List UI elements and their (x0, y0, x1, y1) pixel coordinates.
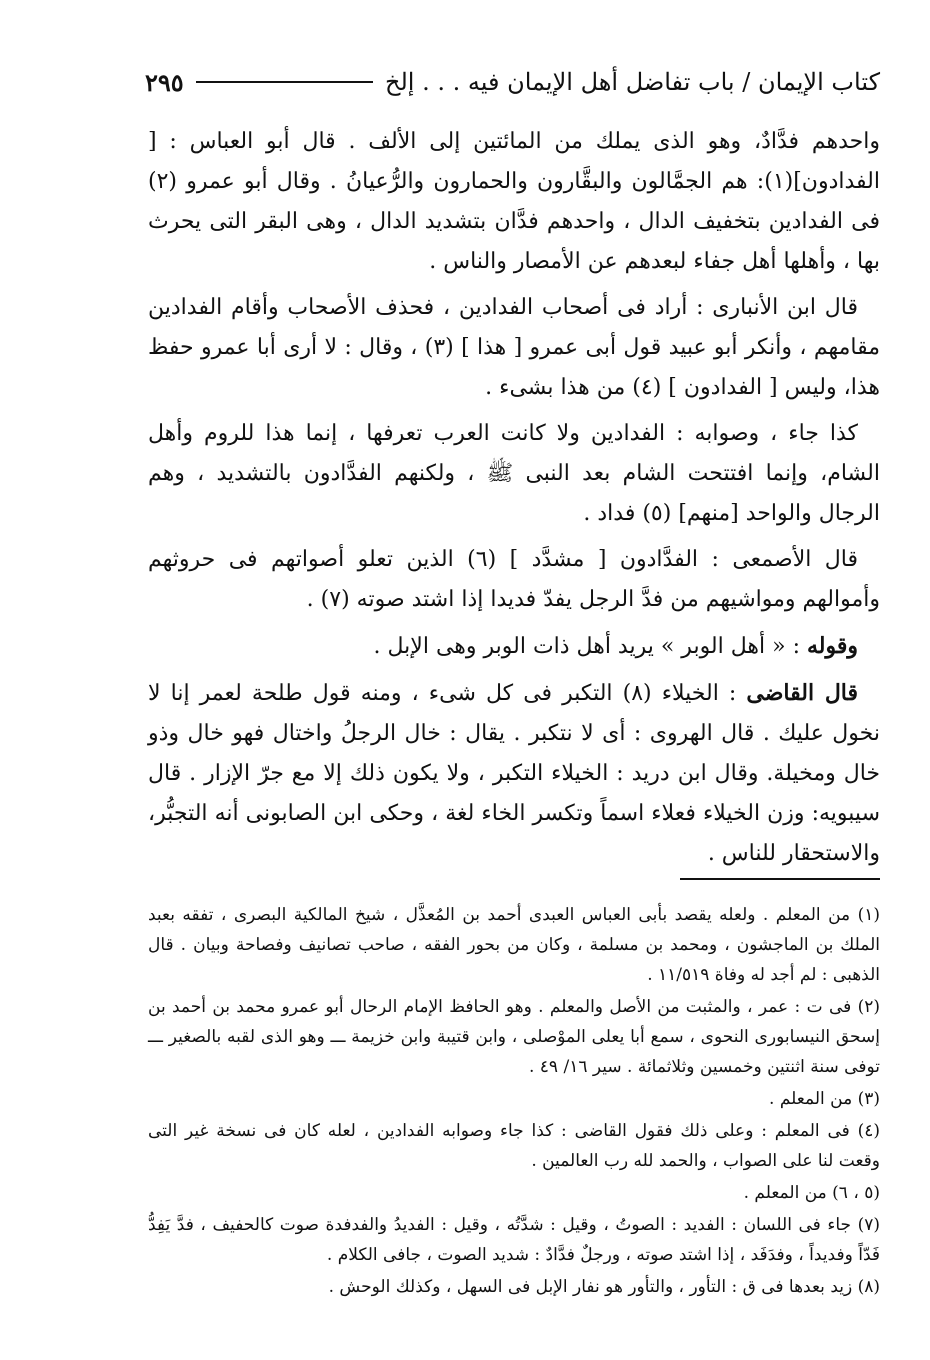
paragraph (148, 626, 880, 667)
footnote: (٥ ، ٦) من المعلم . (743, 1183, 880, 1203)
paragraph-lead: قال القاضى (746, 680, 859, 706)
footnote: (٢) فى ت : عمر ، والمثبت من الأصل والمعلم . وهو الحافظ الإمام الرحال أبو عمرو محمد بن أحمد بن إسحق النيسابورى النحوى ، سمع أبا يعلى الموْصلى ، وابن قتيبة وابن خزيمة ـــ وهو الذى لقبه بالصغير ـــ توفى سنة اثنتين وخمسين وثلاثمائة . سير ١٦/ ٤٩ . (148, 997, 880, 1077)
chapter-title: كتاب الإيمان / باب تفاضل أهل الإيمان فيه . . . إلخ (385, 68, 880, 96)
paragraph-text (148, 673, 880, 874)
paragraph-text: قال ابن الأنبارى : أراد فى أصحاب الفدادين ، فحذف الأصحاب وأقام الفدادين مقامهم ، وأنكر أبو عبيد قول أبى عمرو [ هذا ] (٣) ، وقال : لا أرى أبا عمرو حفظ هذا، وليس [ الفدادون ] (٤) من هذا بشىء . (148, 295, 881, 400)
running-header (145, 62, 880, 102)
footnote: (١) من المعلم . ولعله يقصد بأبى العباس العبدى أحمد بن المُعذَّل ، شيخ المالكية البصرى ، تفقه بعبد الملك بن الماجشون ، ومحمد بن مسلمة ، وكان من بحور الفقه ، صاحب تصانيف وفصاحة وبيان . قال الذهبى : لم أجد له وفاة ١١/٥١٩ . (148, 905, 880, 985)
main-text (148, 122, 880, 880)
paragraph-text: قال الأصمعى : الفدَّادون [ مشدَّد ] (٦) الذين تعلو أصواتهم فى حروثهم وأموالهم ومواشيهم من فدَّ الرجل يفدّ فديدا إذا اشتد صوته (٧) . (148, 547, 880, 612)
paragraph-text: كذا جاء ، وصوابه : الفدادين ولا كانت العرب تعرفها ، إنما هذا للروم وأهل الشام، وإنما افتتحت الشام بعد النبى ﷺ ، ولكنهم الفدَّادون بالتشديد ، وهم الرجال والواحد [منهم] (٥) فداد . (148, 421, 880, 526)
footnote: (٧) جاء فى اللسان : الفديد : الصوتُ ، وقيل : شدَّتُه ، وقيل : الفديدُ والفدفدة صوت كالحفيف ، فدَّ يَفِدُّ فَدّاً وفديداً ، وفدَفَد ، إذا اشتد صوته ، ورجلٌ فدَّادٌ : شديد الصوت ، جافى الكلام . (148, 1215, 880, 1265)
paragraph (148, 414, 880, 534)
paragraph (148, 673, 880, 874)
paragraph-text: واحدهم فدَّادٌ، وهو الذى يملك من المائتين إلى الألف . قال أبو العباس : [ الفدادون](١): هم الجمَّالون والبقَّارون والحمارون والرُّعيانُ . وقال أبو عمرو (٢) فى الفدادين بتخفيف الدال ، واحدهم فدَّان بتشديد الدال ، وهى البقر التى يحرث بها ، وأهلها أهل جفاء لبعدهم عن الأمصار والناس . (148, 129, 880, 274)
footnote: (٣) من المعلم . (769, 1089, 880, 1109)
paragraph-lead: وقوله (806, 633, 858, 659)
footnotes (148, 900, 880, 1304)
paragraph-rest: : « أهل الوبر » يريد أهل ذات الوبر وهى الإبل . (373, 634, 800, 659)
paragraph-rest: : الخيلاء (٨) التكبر فى كل شىء ، ومنه قول طلحة لعمر إنا لا نخول عليك . قال الهروى : أى لا نتكبر . يقال : خال الرجلُ واختال فهو خال وذو خال ومخيلة. وقال ابن دريد : الخيلاء التكبر ، ولا يكون ذلك إلا مع جرّ الإزار . قال سيبويه: وزن الخيلاء فعلاء اسماً وتكسر الخاء لغة ، وحكى ابن الصابونى أنه التجبُّر، والاستحقار للناس . (148, 681, 880, 866)
paragraph (148, 122, 880, 282)
paragraph-text (148, 626, 880, 667)
paragraph (148, 288, 880, 408)
footnote-separator (680, 878, 880, 880)
footnote: (٨) زيد بعدها فى ق : التأور ، والتأور هو نفار الإبل فى السهل ، وكذلك الوحش . (328, 1277, 880, 1297)
paragraph (148, 540, 880, 620)
page-number: ٢٩٥ (145, 67, 184, 97)
header-rule (196, 81, 373, 83)
footnote: (٤) فى المعلم : وعلى ذلك فقول القاضى : كذا جاء وصوابه الفدادين ، لعله كان فى نسخة غير التى وقعت لنا على الصواب ، والحمد لله رب العالمين . (148, 1121, 880, 1171)
